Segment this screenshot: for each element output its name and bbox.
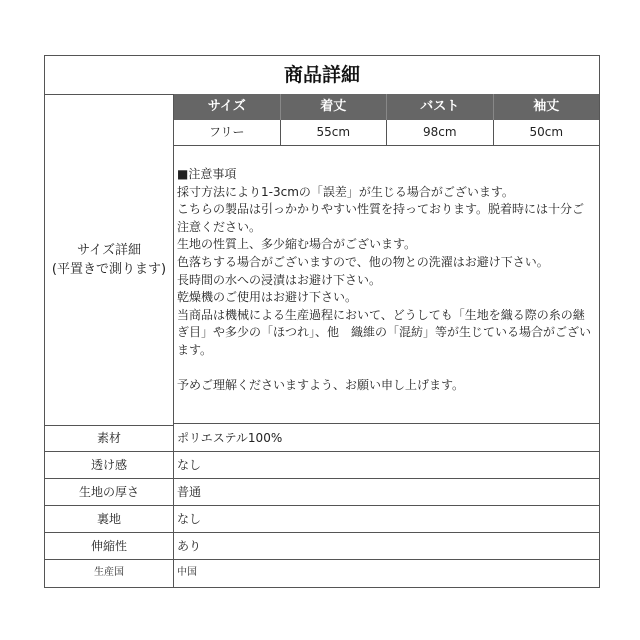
cell-bust: 98cm	[387, 120, 494, 145]
caution-notes	[174, 146, 599, 424]
note-line: 当商品は機械による生産過程において、どうしても「生地を織る際の糸の継ぎ目」や多少の「ほつれ」、他 織維の「混紡」等が生じている場合がございます。	[177, 307, 592, 357]
spec-key: 伸縮性	[45, 533, 174, 559]
spec-value: あり	[177, 539, 202, 553]
notes-heading: ■注意事項	[177, 167, 237, 181]
spec-row-origin	[45, 560, 599, 587]
spec-value: 中国	[177, 567, 197, 578]
spec-row-stretch	[45, 533, 599, 560]
cell-size: フリー	[174, 120, 281, 145]
cell-sleeve: 50cm	[529, 125, 564, 139]
spec-key: 生産国	[45, 560, 174, 587]
note-line: 乾燥機のご使用はお避け下さい。	[177, 290, 358, 305]
spec-key: 透け感	[45, 452, 174, 478]
size-detail-label-line2: (平置きで測ります)	[51, 261, 167, 277]
note-line: 採寸方法により1-3cmの「誤差」が生じる場合がございます。	[177, 184, 514, 199]
spec-key: 素材	[45, 425, 174, 451]
note-line: 色落ちする場合がございますので、他の物との洗濯はお避け下さい。	[177, 254, 549, 269]
spec-key: 生地の厚さ	[45, 479, 174, 505]
size-detail-label	[45, 94, 174, 426]
header-sleeve: 袖丈	[533, 99, 560, 114]
spec-row-lining	[45, 506, 599, 533]
header-bust: バスト	[387, 94, 494, 120]
notes-closing: 予めご理解くださいますよう、お願い申し上げます。	[177, 378, 465, 393]
spec-value: ポリエステル100%	[177, 431, 283, 445]
product-details-sheet	[44, 55, 600, 588]
spec-row-material	[45, 425, 599, 452]
spec-value: なし	[177, 512, 202, 526]
note-line: こちらの製品は引っかかりやすい性質を持っております。脱着時には十分ご注意ください。	[177, 202, 585, 234]
size-table	[174, 94, 599, 146]
note-line: 生地の性質上、多少縮む場合がございます。	[177, 237, 417, 252]
note-line: 長時間の水への浸漬はお避け下さい。	[177, 272, 382, 287]
spec-key: 裏地	[45, 506, 174, 532]
spec-row-thickness	[45, 479, 599, 506]
cell-length: 55cm	[281, 120, 388, 145]
header-length: 着丈	[281, 94, 388, 120]
size-table-header	[174, 94, 599, 120]
size-detail-label-line1: サイズ詳細	[77, 242, 141, 258]
notes-spacer	[177, 360, 595, 378]
header-size: サイズ	[174, 94, 281, 120]
spec-value: 普通	[177, 485, 202, 499]
size-table-row	[174, 120, 599, 146]
spec-value: なし	[177, 458, 202, 472]
page-title: 商品詳細	[45, 56, 599, 95]
spec-row-sheerness	[45, 452, 599, 479]
